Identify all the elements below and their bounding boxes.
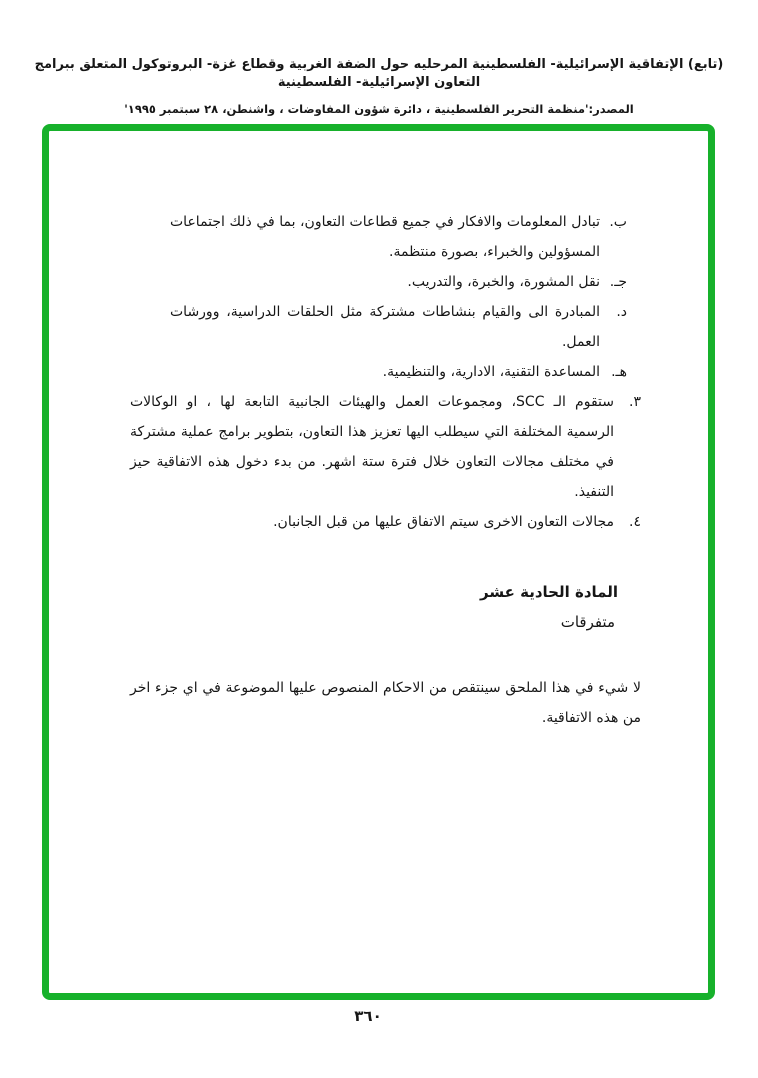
list-item-text: نقل المشورة، والخبرة، والتدريب.: [407, 274, 600, 290]
closing-paragraph: لا شيء في هذا الملحق سينتقص من الاحكام المنصوص عليها الموضوعة في اي جزء اخر من هذه الاتفاقية.: [130, 680, 641, 726]
article-subheading: متفرقات: [560, 613, 615, 631]
header-title: (تابع) الإتفاقية الإسرائيلية- الفلسطينية المرحليه حول الضفة الغربية وقطاع غزة- البروتوكول المتعلق ببرامج التعاون الإسرائيلية- الفلسطينية: [34, 57, 724, 90]
list-item-marker: ب.: [609, 214, 627, 230]
list-item: [170, 357, 627, 387]
list-item-text: المساعدة التقنية، الادارية، والتنظيمية.: [382, 364, 600, 380]
list-item-marker: هـ.: [611, 364, 627, 380]
list-item: [170, 297, 627, 357]
list-item: [130, 507, 641, 537]
page-footer: [0, 1006, 758, 1025]
article-heading: المادة الحادية عشر: [480, 583, 618, 601]
header-source: المصدر:'منظمة التحرير الفلسطينية ، دائرة شؤون المفاوضات ، واشنطن، ٢٨ سبتمبر ١٩٩٥': [124, 102, 634, 116]
list-item-marker: ٤.: [629, 514, 641, 530]
list-item-text: مجالات التعاون الاخرى سيتم الاتفاق عليها من قبل الجانبان.: [273, 514, 614, 530]
list-item-marker: د.: [616, 304, 627, 320]
page-number: ٣٦٠: [354, 1007, 382, 1025]
list-item-text: ستقوم الـ SCC، ومجموعات العمل والهيئات الجانبية التابعة لها ، او الوكالات الرسمية المختلفة التي سيطلب اليها تعزيز هذا التعاون، بتطوير برامج عملية مشتركة في مختلف مجالات التعاون خلال فترة ستة اشهر. من بدء دخول هذه الاتفاقية حيز التنفيذ.: [130, 394, 614, 500]
page-header: [0, 56, 758, 117]
list-item-marker: ٣.: [629, 394, 641, 410]
list-item: [130, 387, 641, 507]
document-border-box: [42, 124, 715, 1000]
list-item-text: تبادل المعلومات والافكار في جميع قطاعات التعاون، بما في ذلك اجتماعات المسؤولين والخبراء، بصورة منتظمة.: [170, 214, 600, 260]
list-item: [170, 267, 627, 297]
document-body: [49, 131, 708, 993]
list-item-text: المبادرة الى والقيام بنشاطات مشتركة مثل الحلقات الدراسية، وورشات العمل.: [170, 304, 600, 350]
list-item-marker: جـ.: [609, 274, 627, 290]
list-item: [170, 207, 627, 267]
